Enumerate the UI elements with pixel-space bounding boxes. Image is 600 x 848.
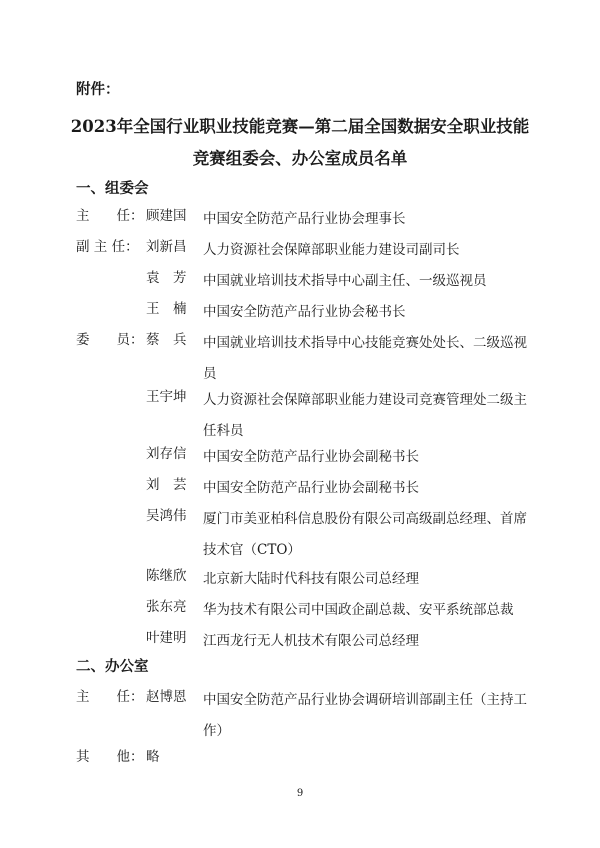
member-name: 张东亮 bbox=[146, 599, 187, 615]
role-label: 主 任： bbox=[76, 208, 144, 224]
member-name: 刘新昌 bbox=[146, 239, 187, 255]
member-title: 中国安全防范产品行业协会副秘书长 bbox=[203, 449, 419, 465]
section-heading-committee: 一、组委会 bbox=[76, 180, 149, 197]
member-name: 略 bbox=[146, 749, 160, 765]
member-name: 陈继欣 bbox=[146, 568, 187, 584]
member-row bbox=[0, 442, 600, 464]
member-name: 刘 芸 bbox=[146, 477, 187, 493]
member-name: 顾建国 bbox=[146, 208, 187, 224]
role-label: 主 任： bbox=[76, 689, 144, 705]
document-title-line1: 2023年全国行业职业技能竞赛—第二届全国数据安全职业技能 bbox=[70, 117, 530, 136]
member-title: 人力资源社会保障部职业能力建设司竞赛管理处二级主任科员 bbox=[203, 392, 527, 439]
member-row bbox=[0, 266, 600, 288]
member-row bbox=[0, 564, 600, 586]
member-title: 中国就业培训技术指导中心副主任、一级巡视员 bbox=[203, 273, 487, 289]
role-label: 其 他： bbox=[76, 749, 144, 765]
member-row bbox=[0, 235, 600, 257]
attachment-label: 附件： bbox=[76, 81, 120, 98]
member-row bbox=[0, 385, 600, 439]
member-title: 中国安全防范产品行业协会秘书长 bbox=[203, 304, 406, 320]
role-label: 委 员： bbox=[76, 332, 144, 348]
member-title: 中国安全防范产品行业协会调研培训部副主任（主持工作） bbox=[203, 692, 527, 739]
member-title: 厦门市美亚柏科信息股份有限公司高级副总经理、首席技术官（CTO） bbox=[203, 511, 527, 558]
office-row bbox=[0, 745, 600, 767]
role-label: 副 主 任： bbox=[76, 239, 139, 255]
member-name: 王宇坤 bbox=[146, 389, 187, 405]
member-row bbox=[0, 473, 600, 495]
member-row bbox=[0, 204, 600, 226]
member-name: 王 楠 bbox=[146, 301, 187, 317]
member-title: 北京新大陆时代科技有限公司总经理 bbox=[203, 571, 419, 587]
member-title: 中国安全防范产品行业协会副秘书长 bbox=[203, 480, 419, 496]
member-name: 袁 芳 bbox=[146, 270, 187, 286]
member-row bbox=[0, 504, 600, 558]
member-title: 华为技术有限公司中国政企副总裁、安平系统部总裁 bbox=[203, 602, 514, 618]
member-name: 叶建明 bbox=[146, 630, 187, 646]
member-name: 吴鸿伟 bbox=[146, 508, 187, 524]
page-number: 9 bbox=[296, 788, 304, 799]
document-title-line2: 竞赛组委会、办公室成员名单 bbox=[192, 149, 408, 168]
office-row bbox=[0, 685, 600, 739]
member-row bbox=[0, 297, 600, 319]
member-row bbox=[0, 626, 600, 648]
member-name: 刘存信 bbox=[146, 446, 187, 462]
member-row bbox=[0, 328, 600, 382]
member-name: 蔡 兵 bbox=[146, 332, 187, 348]
member-title: 人力资源社会保障部职业能力建设司副司长 bbox=[203, 242, 460, 258]
member-title: 中国安全防范产品行业协会理事长 bbox=[203, 211, 406, 227]
section-heading-office: 二、办公室 bbox=[76, 658, 149, 675]
member-title: 江西龙行无人机技术有限公司总经理 bbox=[203, 633, 419, 649]
member-title: 中国就业培训技术指导中心技能竞赛处处长、二级巡视员 bbox=[203, 335, 527, 382]
member-name: 赵博恩 bbox=[146, 689, 187, 705]
member-row bbox=[0, 595, 600, 617]
